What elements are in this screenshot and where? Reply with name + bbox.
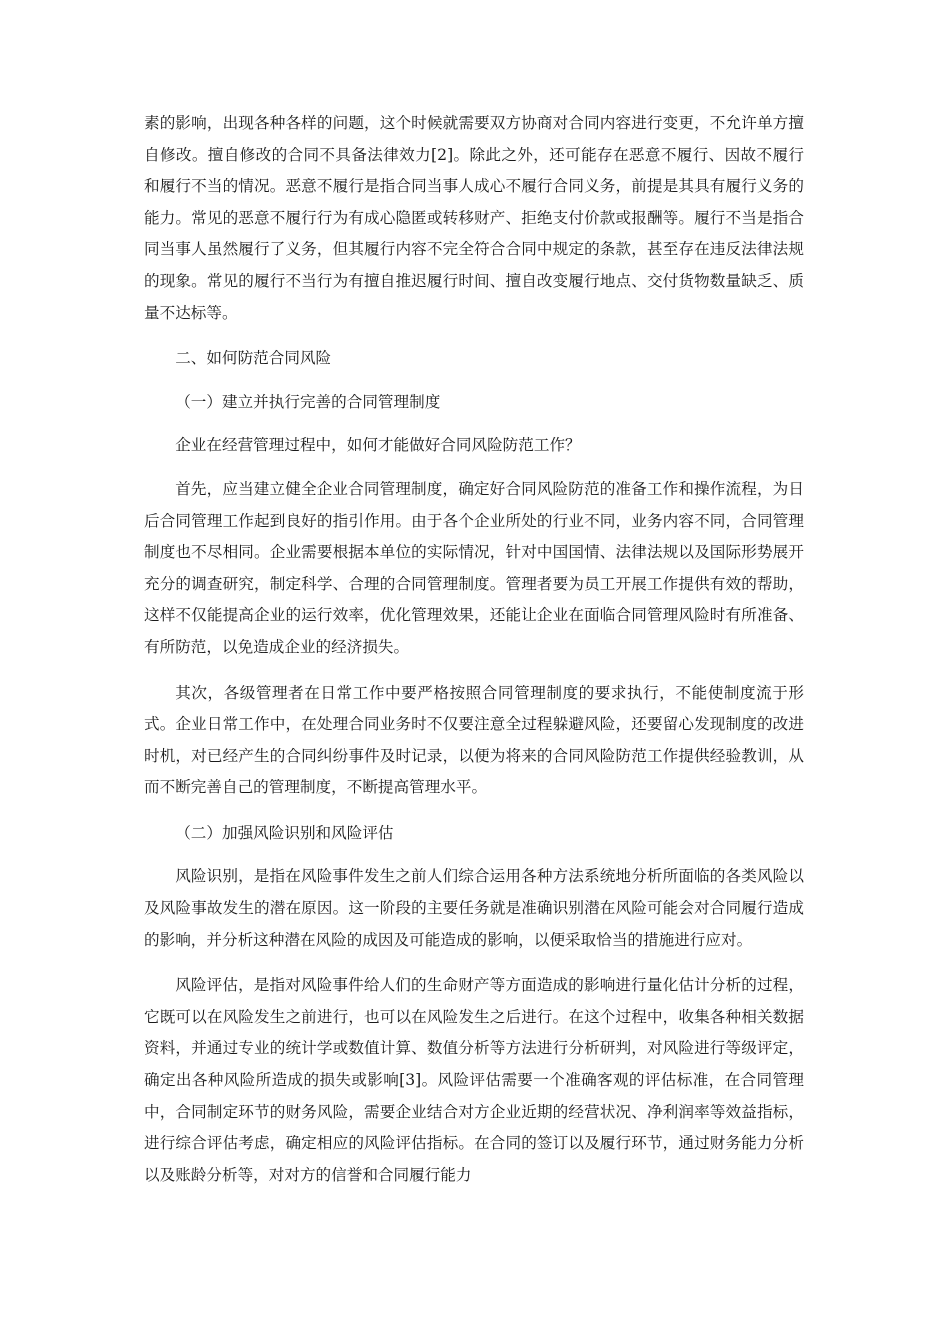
paragraph-question: 企业在经营管理过程中，如何才能做好合同风险防范工作？ <box>175 436 581 455</box>
subsection-heading-risk-identification: （二）加强风险识别和风险评估 <box>175 823 394 842</box>
section-heading-prevent-risk: 二、如何防范合同风险 <box>175 349 332 368</box>
subsection-heading-management-system: （一）建立并执行完善的合同管理制度 <box>175 392 441 411</box>
paragraph-risk-identification: 风险识别，是指在风险事件发生之前人们综合运用各种方法系统地分析所面临的各类风险以及风险事故发生的潜在原因。这一阶段的主要任务就是准确识别潜在风险可能会对合同履行造成的影响，并分析这种潜在风险的成因及可能造成的影响，以便采取恰当的措施进行应对。 <box>144 867 804 949</box>
paragraph-continued: 素的影响，出现各种各样的问题，这个时候就需要双方协商对合同内容进行变更，不允许单方擅自修改。擅自修改的合同不具备法律效力[2]。除此之外，还可能存在恶意不履行、因故不履行和履行不当的情况。恶意不履行是指合同当事人成心不履行合同义务，前提是其具有履行义务的能力。常见的恶意不履行行为有成心隐匿或转移财产、拒绝支付价款或报酬等。履行不当是指合同当事人虽然履行了义务，但其履行内容不完全符合合同中规定的条款，甚至存在违反法律法规的现象。常见的履行不当行为有擅自推迟履行时间、擅自改变履行地点、交付货物数量缺乏、质量不达标等。 <box>144 114 804 322</box>
paragraph-second: 其次，各级管理者在日常工作中要严格按照合同管理制度的要求执行，不能使制度流于形式。企业日常工作中，在处理合同业务时不仅要注意全过程躲避风险，还要留心发现制度的改进时机，对已经产生的合同纠纷事件及时记录，以便为将来的合同风险防范工作提供经验教训，从而不断完善自己的管理制度，不断提高管理水平。 <box>144 683 804 797</box>
document-page <box>144 108 804 1191</box>
paragraph-risk-assessment: 风险评估，是指对风险事件给人们的生命财产等方面造成的影响进行量化估计分析的过程，它既可以在风险发生之前进行，也可以在风险发生之后进行。在这个过程中，收集各种相关数据资料，并通过专业的统计学或数值计算、数值分析等方法进行分析研判，对风险进行等级评定，确定出各种风险所造成的损失或影响[3]。风险评估需要一个准确客观的评估标准，在合同管理中，合同制定环节的财务风险，需要企业结合对方企业近期的经营状况、净利润率等效益指标，进行综合评估考虑，确定相应的风险评估指标。在合同的签订以及履行环节，通过财务能力分析以及账龄分析等，对对方的信誉和合同履行能力 <box>144 976 804 1184</box>
paragraph-first: 首先，应当建立健全企业合同管理制度，确定好合同风险防范的准备工作和操作流程，为日后合同管理工作起到良好的指引作用。由于各个企业所处的行业不同，业务内容不同，合同管理制度也不尽相同。企业需要根据本单位的实际情况，针对中国国情、法律法规以及国际形势展开充分的调查研究，制定科学、合理的合同管理制度。管理者要为员工开展工作提供有效的帮助，这样不仅能提高企业的运行效率，优化管理效果，还能让企业在面临合同管理风险时有所准备、有所防范，以免造成企业的经济损失。 <box>144 479 804 656</box>
